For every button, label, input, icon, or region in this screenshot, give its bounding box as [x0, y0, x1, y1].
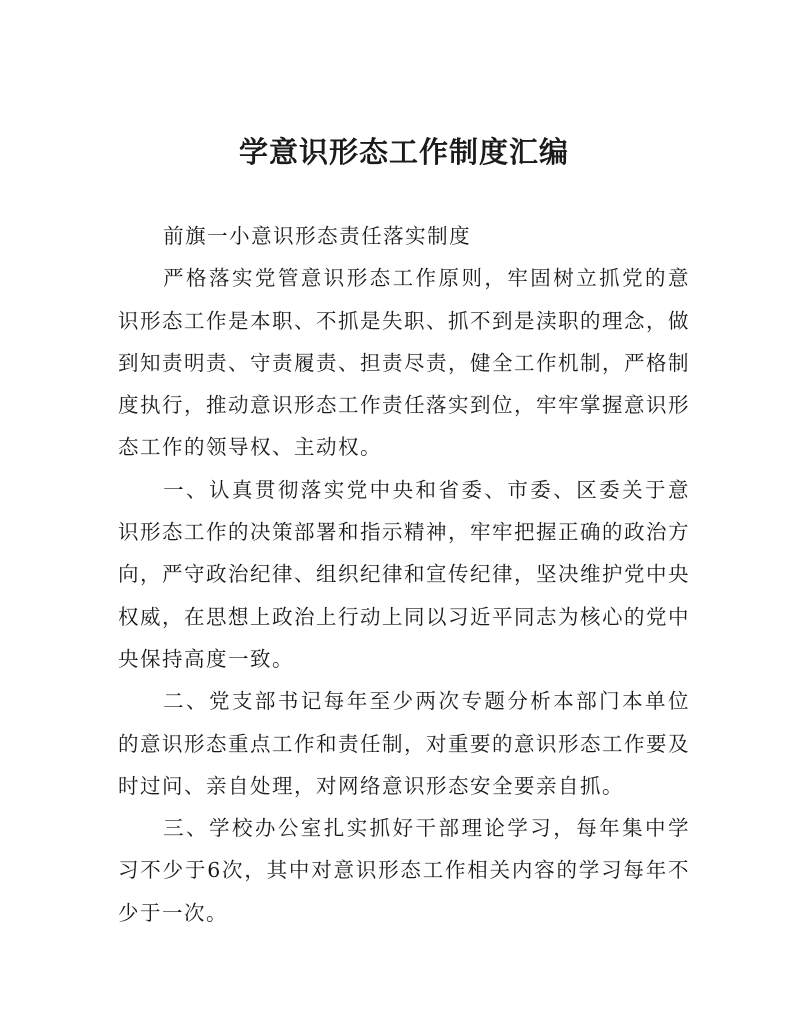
paragraph-item-3: 三、学校办公室扎实抓好干部理论学习，每年集中学习不少于6次，其中对意识形态工作相关内容的学习每年不少于一次。 — [118, 816, 690, 925]
document-subtitle: 前旗一小意识形态责任落实制度 — [163, 224, 472, 248]
document-body — [118, 215, 690, 934]
paragraph-item-2: 二、党支部书记每年至少两次专题分析本部门本单位的意识形态重点工作和责任制，对重要的意识形态工作要及时过问、亲自处理，对网络意识形态安全要亲自抓。 — [118, 689, 690, 798]
paragraph-item-1: 一、认真贯彻落实党中央和省委、市委、区委关于意识形态工作的决策部署和指示精神，牢牢把握正确的政治方向，严守政治纪律、组织纪律和宣传纪律，坚决维护党中央权威，在思想上政治上行动上同以习近平同志为核心的党中央保持高度一致。 — [118, 477, 690, 671]
document-title: 学意识形态工作制度汇编 — [238, 135, 569, 169]
paragraph-intro: 严格落实党管意识形态工作原则，牢固树立抓党的意识形态工作是本职、不抓是失职、抓不到是渎职的理念，做到知责明责、守责履责、担责尽责，健全工作机制，严格制度执行，推动意识形态工作责任落实到位，牢牢掌握意识形态工作的领导权、主动权。 — [118, 266, 690, 460]
